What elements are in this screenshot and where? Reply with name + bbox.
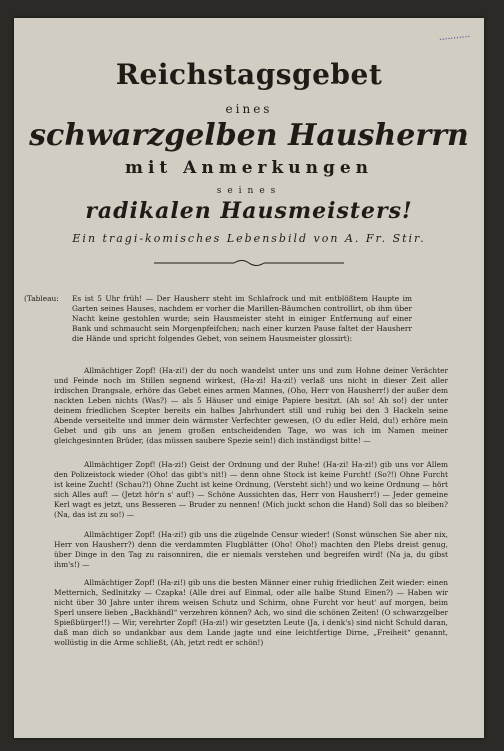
catalog-mark: ··········· bbox=[438, 32, 471, 46]
printed-sheet bbox=[14, 18, 484, 738]
tableau-label: (Tableau: bbox=[24, 294, 59, 303]
title-reichstagsgebet: Reichstagsgebet bbox=[115, 58, 383, 91]
subtitle: Ein tragi-komisches Lebensbild von A. Fr. Stir. bbox=[72, 232, 426, 245]
paragraph-4: Allmächtiger Zopf! (Ha-zi!) gib uns die besten Männer einer ruhig friedlichen Zeit wieder: einen Metternich, Sedlnitzky — Czapka! (Alle drei auf Einmal, oder alle halbe Stund Einen?) — Haben wir nicht über 30 Jahre unter ihrem weisen Schutz und Schirm, ohne Furcht vor heut' auf morgen, beim Sperl unsere lieben „Backhändl“ verzehren können? Ach, wo sind die schönen Zeiten! (O schwarzgelber Spießbürger!!) — Wir, verehrter Zopf! (Ha-zi!) wir gesetzten Leute (Ja, i denk's) sind nicht Schuld daran, daß man dich so undankbar aus dem Lande jagte und eine leichtfertige Dirne, „Freiheit“ genannt, wollüstig in die Arme schließt, (Ah, jetzt redt er schön!) bbox=[54, 578, 448, 647]
paragraph-3: Allmächtiger Zopf! (Ha-zi!) gib uns die zügelnde Censur wieder! (Sonst wünschen Sie aber nix, Herr von Hausherr?) denn die verdammten Flugblätter (Oho! Oho!) machten den Plebs dreist genug, über Dinge in den Tag zu raisonniren, die er niemals verstehen und begreifen wird! (Na ja, du gibst ihm's!) — bbox=[54, 530, 448, 569]
title-hausherrn: schwarzgelben Hausherrn bbox=[29, 118, 469, 153]
tableau-block bbox=[24, 294, 412, 344]
tableau-text: Es ist 5 Uhr früh! — Der Hausherr steht im Schlafrock und mit entblößtem Haupte im Garten seines Hauses, nachdem er vorher die Marillen-Bäumchen controllirt, ob ihm über Nacht keine gestohlen wurde; sein Hausmeister steht in einiger Entfernung auf einer Bank und schmaucht sein Morgenpfeifchen; nach einer kurzen Pause faltet der Hausherr die Hände und spricht folgendes Gebet, von seinem Hausmeister glossirt): bbox=[72, 294, 412, 343]
ornament-rule bbox=[154, 258, 344, 268]
title-seines: seines bbox=[216, 186, 282, 196]
title-eines: eines bbox=[225, 102, 273, 116]
paragraph-1: Allmächtiger Zopf! (Ha-zi!) der du noch wandelst unter uns und zum Hohne deiner Verächter und Feinde noch im Stillen segnend wirkest, (Ha-zi! Ha-zi!) verlaß uns nicht in dieser Zeit aller irdischen Drangsale, erhöre das Gebet eines armen Mannes, (Oho, Herr von Hausherr!) der außer dem nackten Leben nichts (Was?) — als 5 Häuser und einige Papiere besitzt. (Ah so! Ah so!) der unter deinem friedlichen Scepter bereits ein halbes Jahrhundert still und ruhig bei den 3 Hackeln seine Abende verseitelte und immer dein wärmster Verfechter gewesen, (O du edler Held, du!) erhöre mein Gebet und gib uns an jenem großen entscheidenden Tage, wo was ich im Namen meiner gleichgesinnten Brüder, (das müssen saubere Spezie sein!) dich inständigst bitte! — bbox=[54, 366, 448, 445]
title-hausmeisters: radikalen Hausmeisters! bbox=[85, 198, 413, 224]
paragraph-2: Allmächtiger Zopf! (Ha-zi!) Geist der Ordnung und der Ruhe! (Ha-zi! Ha-zi!) gib uns vor Allem den Polizeistock wieder (Oho! das gibt's nit!) — denn ohne Stock ist keine Furcht! (So?!) Ohne Furcht ist keine Zucht! (Schau?!) Ohne Zucht ist keine Ordnung, (Versteht sich!) und wo keine Ordnung — hört sich Alles auf! — (Jetzt hör'n s' auf!) — Schöne Aussichten das, Herr von Hausherr!) — Jeder gemeine Kerl wagt es jetzt, uns Besseren — Bruder zu nennen! (Mich juckt schon die Hand) Soll das so bleiben? (Na, das ist zu so!) — bbox=[54, 460, 448, 519]
title-anmerkungen: mit Anmerkungen bbox=[124, 158, 374, 178]
